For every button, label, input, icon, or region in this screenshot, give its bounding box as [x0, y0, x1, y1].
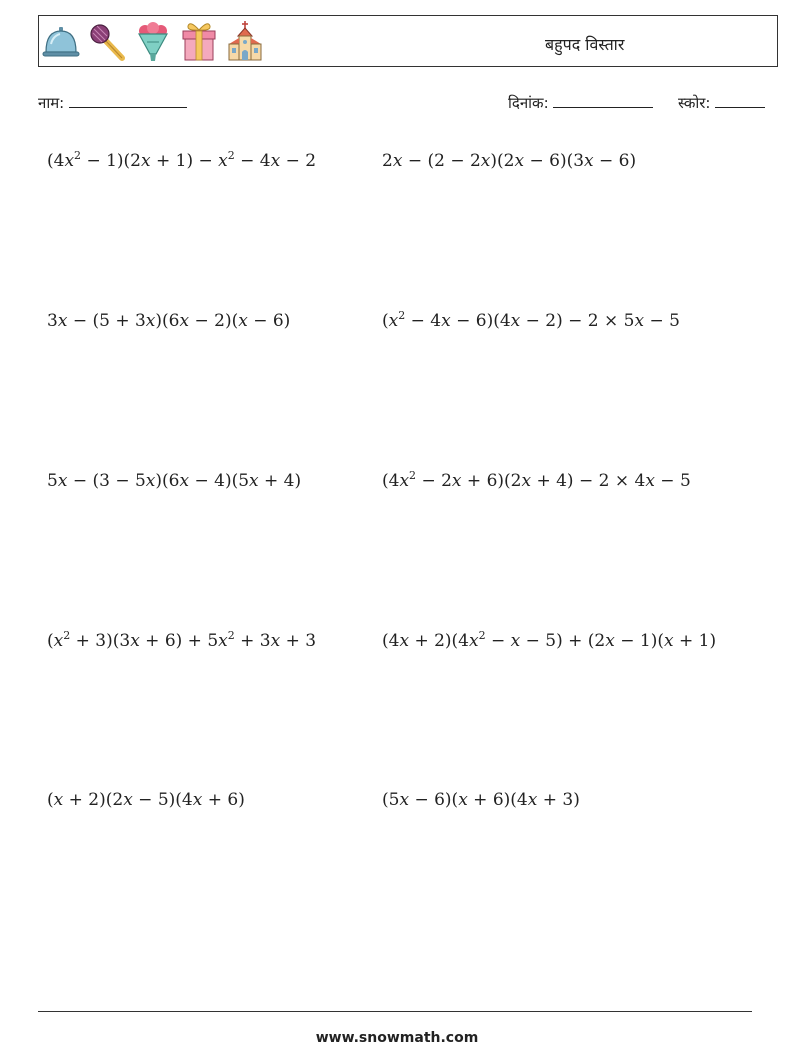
expr-text: − 6): [593, 151, 637, 171]
expr-variable: x: [521, 471, 532, 491]
problem-7: [47, 631, 316, 651]
expr-variable: x: [249, 471, 259, 491]
problem-9: [47, 790, 245, 810]
expr-text: − 2: [416, 471, 452, 491]
expr-text: + 2)(4: [409, 631, 469, 651]
expr-text: + 1): [673, 631, 717, 651]
expr-text: + 3): [537, 790, 580, 810]
problem-8: [382, 631, 716, 651]
expr-text: − 6)(: [409, 790, 459, 810]
expr-text: (5: [382, 790, 400, 810]
problem-2: [382, 151, 636, 171]
expr-text: + 6)(2: [461, 471, 522, 491]
expr-variable: x: [388, 311, 399, 331]
expr-text: (: [47, 790, 54, 810]
expr-variable: x: [510, 631, 521, 651]
footer-divider: [38, 1011, 752, 1012]
expr-variable: x: [584, 151, 594, 171]
problem-6: [382, 471, 691, 491]
date-field: [508, 93, 653, 113]
microphone-icon: [88, 20, 126, 62]
expr-variable: x: [399, 790, 410, 810]
expr-variable: x: [514, 151, 525, 171]
expr-exponent: 2: [227, 149, 235, 162]
expr-text: − 6): [247, 311, 291, 331]
worksheet-header: [38, 15, 778, 67]
expr-text: 5: [47, 471, 58, 491]
expr-variable: x: [399, 471, 410, 491]
page-title: बहुपद विस्तार: [545, 35, 625, 54]
expr-variable: x: [179, 311, 190, 331]
expr-text: (: [47, 631, 54, 651]
header-icons: [42, 20, 264, 62]
expr-exponent: 2: [63, 629, 71, 642]
expr-variable: x: [270, 151, 281, 171]
expr-text: + 3)(3: [70, 631, 131, 651]
expr-variable: x: [634, 311, 645, 331]
expr-variable: x: [218, 631, 228, 651]
expr-text: − (2 − 2: [402, 151, 481, 171]
expr-text: − 2) − 2 × 5: [520, 311, 635, 331]
expr-text: − 4)(5: [189, 471, 250, 491]
expr-variable: x: [510, 311, 521, 331]
expr-text: − 2: [280, 151, 317, 171]
score-field: [678, 93, 765, 113]
expr-text: − 4: [234, 151, 271, 171]
name-blank: [69, 93, 187, 108]
expr-text: − 4: [405, 311, 442, 331]
name-label: नाम:: [38, 94, 65, 112]
expr-text: )(6: [155, 471, 180, 491]
expr-exponent: 2: [398, 309, 406, 322]
expr-variable: x: [663, 631, 674, 651]
expr-exponent: 2: [409, 469, 417, 482]
score-label: स्कोर:: [678, 94, 711, 112]
expr-variable: x: [145, 471, 156, 491]
expr-text: 3: [47, 311, 58, 331]
problem-10: [382, 790, 580, 810]
footer-url: www.snowmath.com: [315, 1030, 479, 1046]
expr-text: + 3: [234, 631, 271, 651]
expr-variable: x: [218, 151, 228, 171]
expr-variable: x: [53, 631, 64, 651]
expr-text: − (3 − 5: [67, 471, 146, 491]
expr-variable: x: [141, 151, 151, 171]
expr-exponent: 2: [478, 629, 486, 642]
expr-text: − 1)(2: [81, 151, 141, 171]
expr-text: − 5)(4: [132, 790, 193, 810]
expr-variable: x: [458, 790, 468, 810]
expr-text: + 2)(2: [63, 790, 124, 810]
expr-text: −: [485, 631, 511, 651]
expr-variable: x: [605, 631, 615, 651]
expr-text: + 6) + 5: [139, 631, 219, 651]
date-label: दिनांक:: [508, 94, 549, 112]
expr-text: 2: [382, 151, 393, 171]
expr-text: + 4): [258, 471, 302, 491]
expr-variable: x: [238, 311, 248, 331]
problem-3: [47, 311, 290, 331]
expr-variable: x: [192, 790, 203, 810]
expr-variable: x: [270, 631, 281, 651]
expr-exponent: 2: [227, 629, 235, 642]
cloche-icon: [42, 20, 80, 62]
expr-variable: x: [392, 151, 403, 171]
expr-text: (4: [47, 151, 65, 171]
expr-text: (: [382, 311, 389, 331]
expr-variable: x: [645, 471, 655, 491]
expr-variable: x: [145, 311, 156, 331]
score-blank: [715, 93, 765, 108]
expr-text: − 1)(: [614, 631, 664, 651]
expr-variable: x: [451, 471, 462, 491]
expr-variable: x: [399, 631, 410, 651]
name-field: [38, 93, 187, 113]
expr-text: )(2: [490, 151, 515, 171]
expr-text: )(6: [155, 311, 180, 331]
expr-variable: x: [441, 311, 451, 331]
chapel-icon: [226, 20, 264, 62]
expr-text: (4: [382, 631, 400, 651]
expr-text: − 6)(4: [450, 311, 511, 331]
expr-text: + 6)(4: [467, 790, 528, 810]
expr-text: − (5 + 3: [67, 311, 146, 331]
date-blank: [553, 93, 653, 108]
expr-variable: x: [480, 151, 491, 171]
expr-text: + 6): [202, 790, 245, 810]
expr-variable: x: [53, 790, 64, 810]
problem-1: [47, 151, 316, 171]
expr-variable: x: [527, 790, 538, 810]
expr-variable: x: [123, 790, 133, 810]
problem-4: [382, 311, 680, 331]
expr-variable: x: [469, 631, 479, 651]
expr-text: + 3: [280, 631, 317, 651]
expr-text: − 2)(: [189, 311, 239, 331]
expr-text: + 4) − 2 × 4: [531, 471, 646, 491]
expr-text: + 1) −: [150, 151, 219, 171]
expr-text: − 5) + (2: [520, 631, 606, 651]
expr-text: − 5: [644, 311, 680, 331]
expr-variable: x: [179, 471, 190, 491]
expr-text: − 6)(3: [524, 151, 585, 171]
expr-variable: x: [57, 471, 68, 491]
expr-variable: x: [130, 631, 140, 651]
problem-5: [47, 471, 301, 491]
gift-icon: [180, 20, 218, 62]
expr-text: (4: [382, 471, 400, 491]
expr-variable: x: [64, 151, 75, 171]
bouquet-icon: [134, 20, 172, 62]
expr-text: − 5: [654, 471, 691, 491]
expr-variable: x: [57, 311, 68, 331]
expr-exponent: 2: [74, 149, 82, 162]
